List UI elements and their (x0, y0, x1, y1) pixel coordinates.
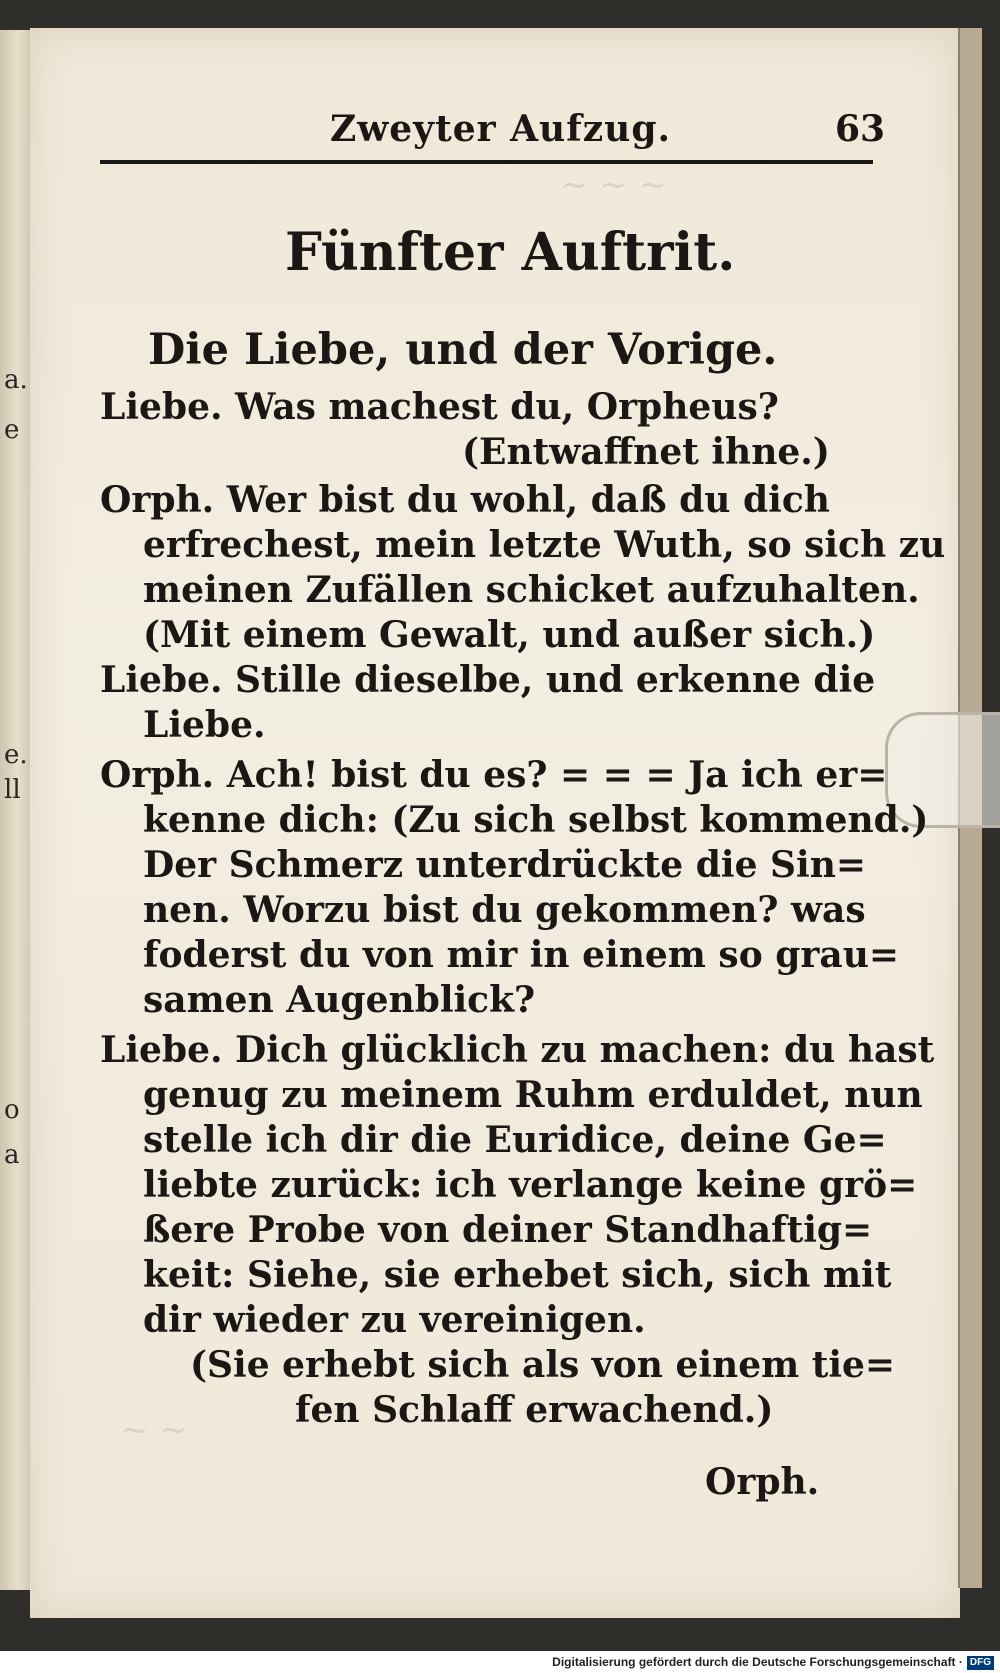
text-line: ßere Probe von deiner Standhaftig= (143, 1209, 873, 1251)
text-line: samen Augenblick? (143, 979, 536, 1021)
stage-direction: (Mit einem Gewalt, und außer sich.) (143, 614, 876, 656)
text-line: erfrechest, mein letzte Wuth, so sich zu (143, 524, 946, 566)
text-line: Liebe. Dich glücklich zu machen: du hast (100, 1029, 935, 1071)
text-line: Der Schmerz unterdrückte die Sin= (143, 844, 867, 886)
text-line: Liebe. (143, 704, 266, 746)
credit-text: Digitalisierung gefördert durch die Deutsche Forschungsgemeinschaft · (552, 1655, 963, 1669)
text-line: meinen Zufällen schicket aufzuhalten. (143, 569, 920, 611)
text-line: Orph. Ach! bist du es? = = = Ja ich er= (100, 754, 888, 796)
text-line: Liebe. Stille dieselbe, und erkenne die (100, 659, 876, 701)
dfg-logo: DFG (967, 1656, 994, 1670)
page-number: 63 (835, 108, 886, 150)
header-rule (100, 160, 873, 164)
text-line: kenne dich: (Zu sich selbst kommend.) (143, 799, 929, 841)
digitization-credit (0, 1651, 1000, 1673)
bleed-through-mark: ~ ~ (120, 1410, 188, 1450)
characters-heading: Die Liebe, und der Vorige. (148, 325, 778, 375)
text-line: genug zu meinem Ruhm erduldet, nun (143, 1074, 923, 1116)
stage-direction: (Entwaffnet ihne.) (462, 431, 830, 473)
text-line: foderst du von mir in einem so grau= (143, 934, 900, 976)
stage-direction: fen Schlaff erwachend.) (295, 1389, 774, 1431)
text-line: Liebe. Was machest du, Orpheus? (100, 386, 779, 428)
running-head: Zweyter Aufzug. (330, 108, 672, 150)
text-line: stelle ich dir die Euridice, deine Ge= (143, 1119, 887, 1161)
text-line: liebte zurück: ich verlange keine grö= (143, 1164, 918, 1206)
scene-title: Fünfter Auftrit. (285, 222, 736, 283)
text-line: nen. Worzu bist du gekommen? was (143, 889, 866, 931)
previous-page-edge: a. e e. ll o a (0, 30, 32, 1590)
text-line: Orph. Wer bist du wohl, daß du dich (100, 479, 830, 521)
bleed-through-mark: ~ ~ ~ (560, 165, 668, 205)
text-line: keit: Siehe, sie erhebet sich, sich mit (143, 1254, 892, 1296)
stage-direction: (Sie erhebt sich als von einem tie= (190, 1344, 896, 1386)
catchword: Orph. (705, 1461, 820, 1503)
text-line: dir wieder zu vereinigen. (143, 1299, 646, 1341)
